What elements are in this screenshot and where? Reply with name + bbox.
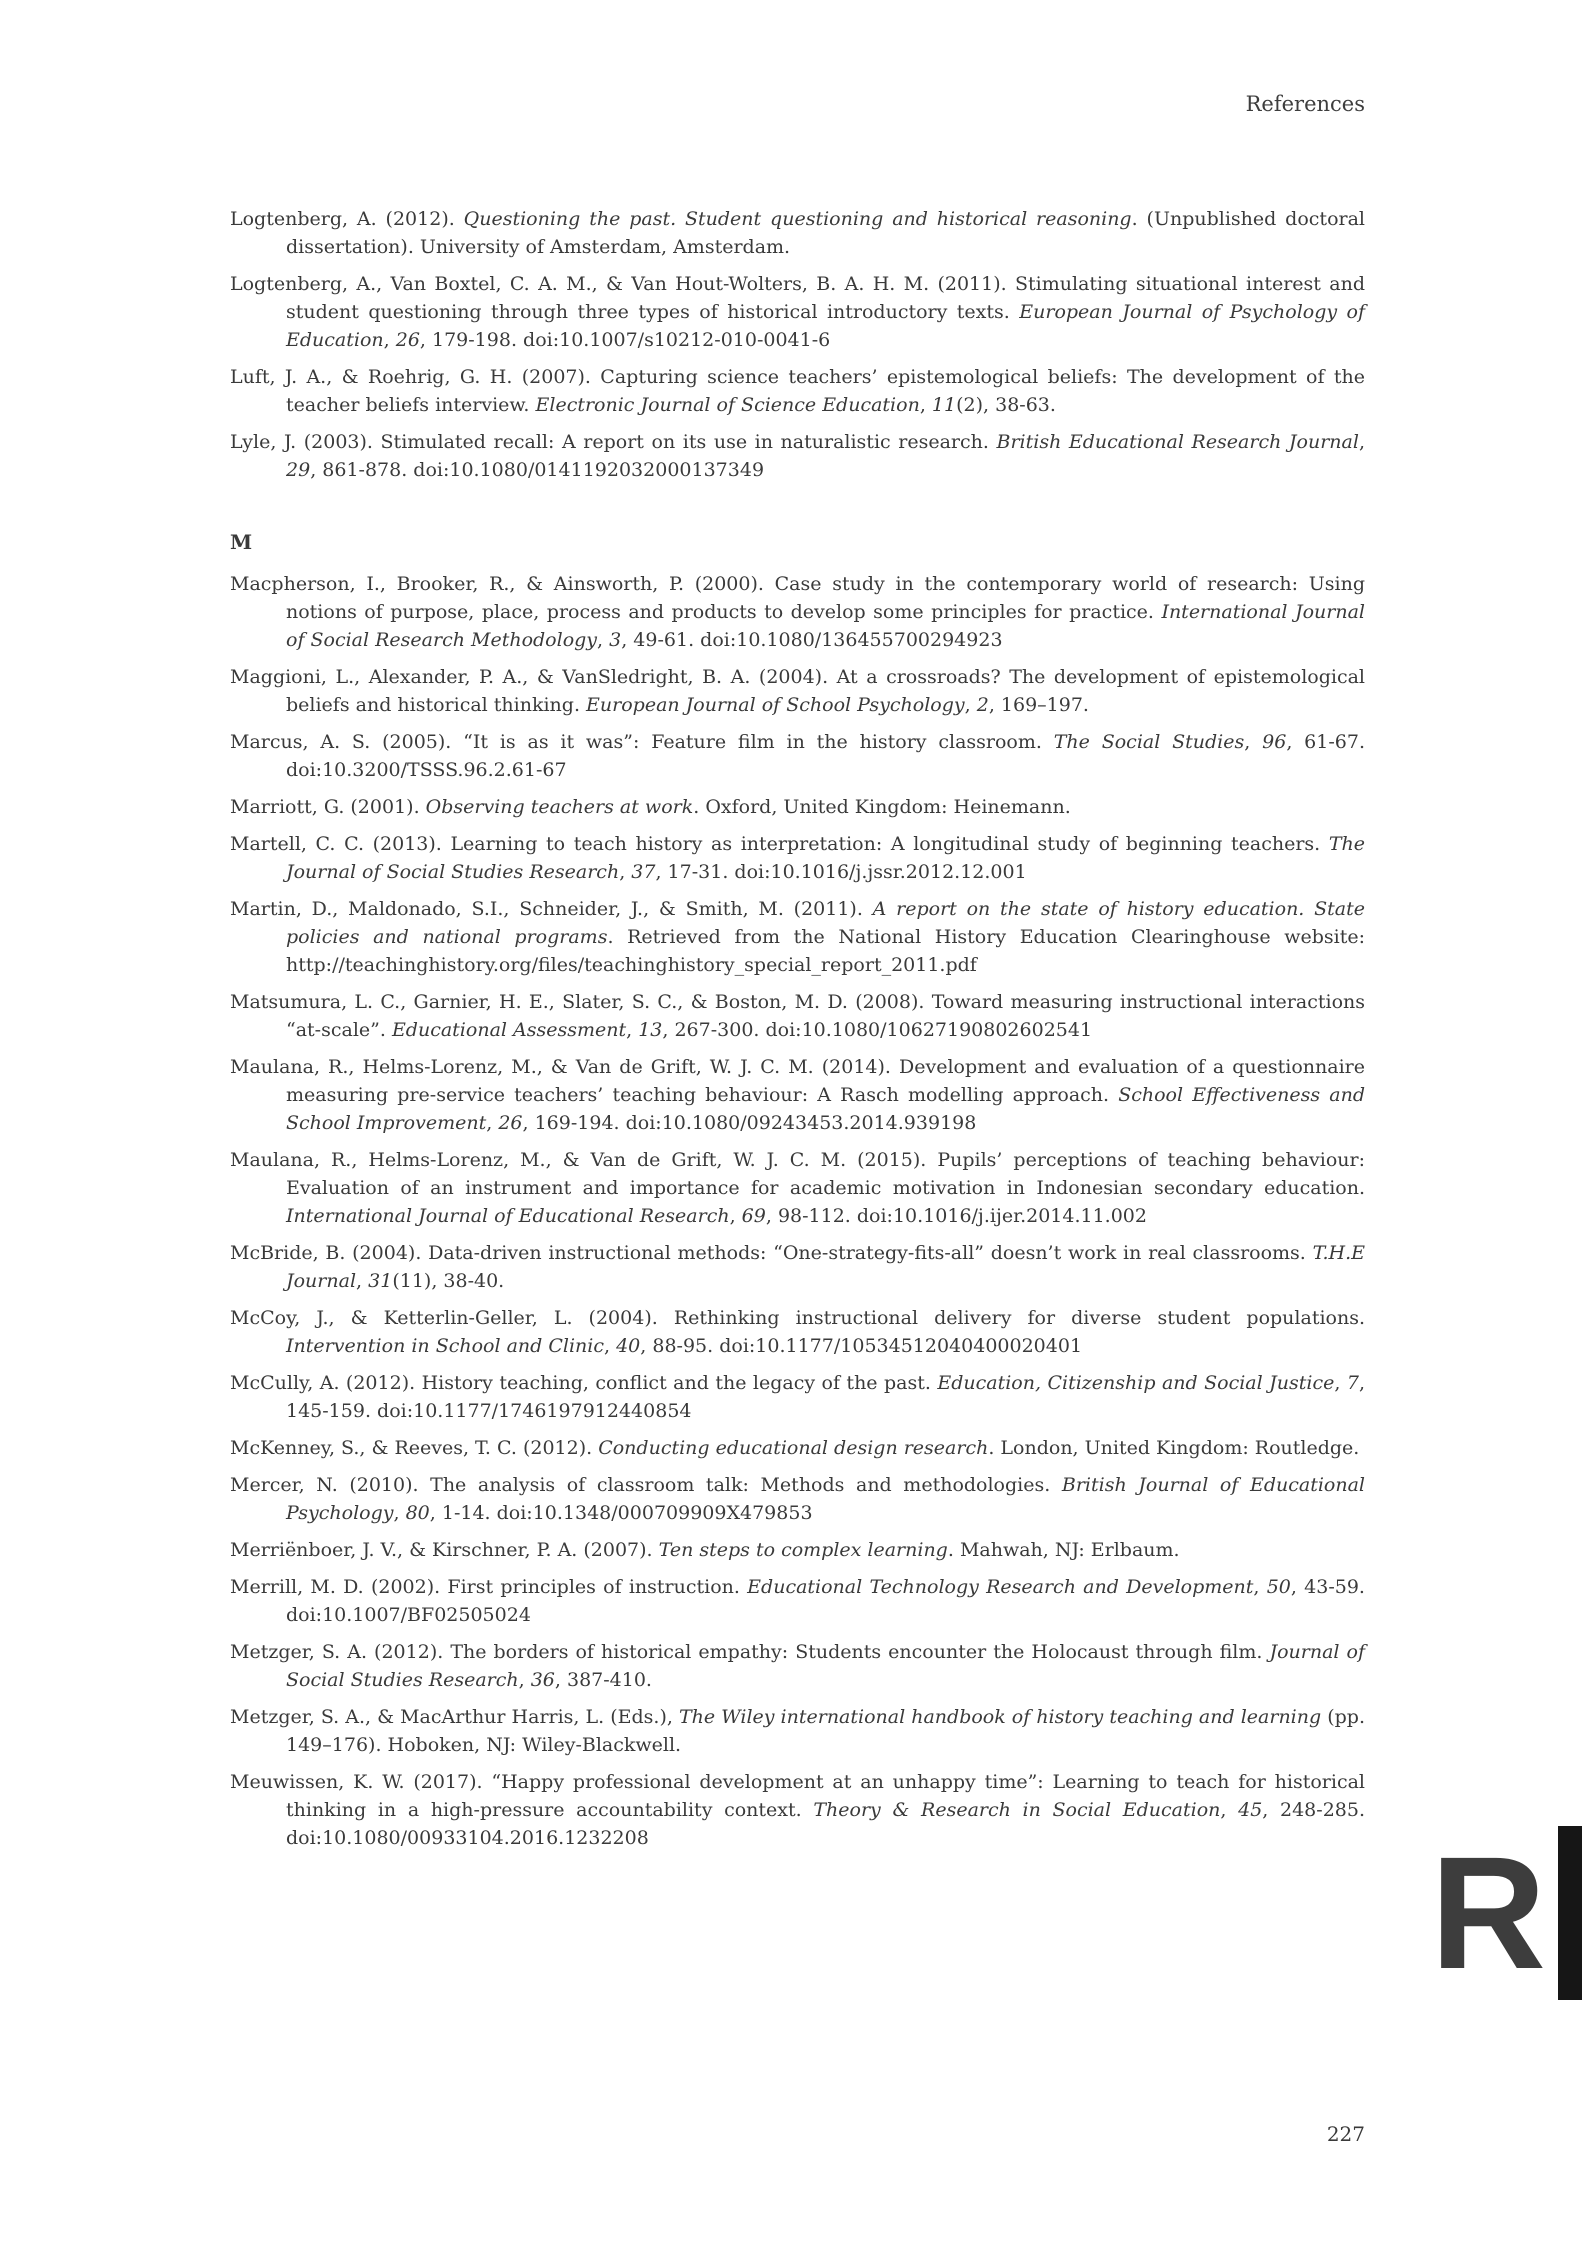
reference-text-run: McBride, B. (2004). Data-driven instructional methods: “One-strategy-fits-all” doesn’t work in real classrooms. [230,1242,1313,1264]
reference-italic-run: 69 [741,1205,766,1227]
reference-italic-run: A report on the state of history education. State policies and national programs [286,898,1365,948]
reference-entry [230,830,1365,886]
reference-text-run: Macpherson, I., Brooker, R., & Ainsworth, P. (2000). Case study in the contemporary world of research: Using notions of purpose, place, process and products to develop some principles for practice. [230,573,1365,623]
reference-text-run: (11), 38-40. [392,1270,505,1292]
reference-entry [230,1703,1365,1759]
reference-text-run: , 43-59. doi:10.1007/BF02505024 [286,1576,1365,1626]
reference-text-run: Martell, C. C. (2013). Learning to teach history as interpretation: A longitudinal study of beginning teachers. [230,833,1329,855]
reference-entry [230,1536,1365,1564]
chapter-tab-bar [1558,1826,1582,2000]
reference-italic-run: 2 [976,694,989,716]
reference-italic-run: British Educational Research Journal [996,431,1359,453]
reference-text-run: , [486,1112,499,1134]
reference-entry [230,1434,1365,1462]
page-header: References [1245,92,1365,116]
reference-text-run: Luft, J. A., & Roehrig, G. H. (2007). Capturing science teachers’ epistemological beliefs: The development of the teacher beliefs interview. [230,366,1365,416]
reference-text-run: , [604,1335,617,1357]
reference-text-run: , 267-300. doi:10.1080/10627190802602541 [662,1019,1093,1041]
reference-italic-run: T.H.E Journal [286,1242,1365,1292]
reference-entry [230,1053,1365,1137]
reference-entry [230,270,1365,354]
reference-text-run: Maulana, R., Helms-Lorenz, M., & Van de Grift, W. J. C. M. (2015). Pupils’ perceptions of teaching behaviour: Evaluation of an instrument and importance for academic motivation in Indonesian secondary education. [230,1149,1365,1199]
reference-italic-run: The Journal of Social Studies Research [286,833,1365,883]
reference-italic-run: European Journal of School Psychology [586,694,965,716]
reference-text-run: . (Unpublished doctoral dissertation). University of Amsterdam, Amsterdam. [286,208,1365,258]
reference-italic-run: Intervention in School and Clinic [286,1335,604,1357]
reference-entry [230,1471,1365,1527]
reference-text-run: Marriott, G. (2001). [230,796,426,818]
reference-text-run: (pp. 149–176). Hoboken, NJ: Wiley-Blackwell. [286,1706,1365,1756]
reference-text-run: , 248-285. doi:10.1080/00933104.2016.1232208 [286,1799,1365,1849]
reference-text-run: Maulana, R., Helms-Lorenz, M., & Van de Grift, W. J. C. M. (2014). Development and evaluation of a questionnaire measuring pre-service teachers’ teaching behaviour: A Rasch modelling approach. [230,1056,1365,1106]
reference-text-run: , 1-14. doi:10.1348/000709909X479853 [429,1502,813,1524]
reference-italic-run: International Journal of Social Research Methodology [286,601,1365,651]
reference-text-run: , 98-112. doi:10.1016/j.ijer.2014.11.002 [765,1205,1147,1227]
reference-text-run: Merrill, M. D. (2002). First principles of instruction. [230,1576,748,1598]
reference-text-run: McCully, A. (2012). History teaching, conflict and the legacy of the past. [230,1372,938,1394]
reference-text-run: Martin, D., Maldonado, S.I., Schneider, J., & Smith, M. (2011). [230,898,873,920]
reference-italic-run: 7 [1346,1372,1359,1394]
reference-entry [230,1239,1365,1295]
reference-entry [230,1573,1365,1629]
reference-entry [230,1638,1365,1694]
reference-italic-run: Theory & Research in Social Education [813,1799,1221,1821]
reference-text-run: Logtenberg, A. (2012). [230,208,464,230]
reference-italic-run: 36 [530,1669,555,1691]
page-number: 227 [1326,2122,1365,2146]
reference-text-run: , 61-67. doi:10.3200/TSSS.96.2.61-67 [286,731,1365,781]
reference-text-run: , 17-31. doi:10.1016/j.jssr.2012.12.001 [655,861,1027,883]
reference-italic-run: European Journal of Psychology of Education [286,301,1366,351]
reference-italic-run: Journal of Social Studies Research [286,1641,1366,1691]
reference-italic-run: 50 [1266,1576,1291,1598]
reference-text-run: , [964,694,977,716]
reference-text-run: , [1220,1799,1239,1821]
reference-text-run: , [393,1502,406,1524]
reference-text-run: , 49-61. doi:10.1080/136455700294923 [621,629,1003,651]
reference-entry [230,1369,1365,1425]
reference-italic-run: Educational Assessment [391,1019,627,1041]
reference-entry [230,570,1365,654]
reference-text-run: , [729,1205,742,1227]
reference-text-run: , [1253,1576,1267,1598]
reference-italic-run: 31 [368,1270,393,1292]
reference-italic-run: 11 [931,394,957,416]
reference-italic-run: School Effectiveness and School Improvement [286,1084,1365,1134]
reference-text-run: Logtenberg, A., Van Boxtel, C. A. M., & Van Hout-Wolters, B. A. H. M. (2011). Stimulating situational interest and student questioning through three types of historical introductory texts. [230,273,1365,323]
reference-italic-run: International Journal of Educational Research [286,1205,730,1227]
reference-entry [230,205,1365,261]
reference-italic-run: Electronic Journal of Science Education [535,394,920,416]
reference-italic-run: 29 [286,459,311,481]
reference-italic-run: 26 [395,329,420,351]
reference-text-run: McCoy, J., & Ketterlin-Geller, L. (2004). Rethinking instructional delivery for diverse student populations. [230,1307,1365,1329]
reference-text-run: Metzger, S. A. (2012). The borders of historical empathy: Students encounter the Holocaust through film. [230,1641,1270,1663]
reference-text-run: , 88-95. doi:10.1177/10534512040400020401 [640,1335,1083,1357]
reference-italic-run: Questioning the past. Student questioning and historical reasoning [463,208,1132,230]
reference-text-run: . Retrieved from the National History Education Clearinghouse website: http://teachinghistory.org/files/teachinghistory_special_report_2011.pdf [286,926,1365,976]
reference-text-run: , 179-198. doi:10.1007/s10212-010-0041-6 [419,329,831,351]
reference-entry [230,428,1365,484]
reference-text-run: Merriënboer, J. V., & Kirschner, P. A. (2007). [230,1539,659,1561]
reference-italic-run: 26 [498,1112,523,1134]
reference-text-run: , [1244,731,1263,753]
chapter-tab-letter: R [1430,1823,1546,2002]
reference-text-run: (2), 38-63. [956,394,1056,416]
reference-text-run: , [597,629,610,651]
reference-italic-run: 13 [638,1019,663,1041]
reference-entry [230,1768,1365,1852]
reference-text-run: Meuwissen, K. W. (2017). “Happy professional development at an unhappy time”: Learning to teach for historical thinking in a high-pressure accountability context. [230,1771,1365,1821]
reference-italic-run: Conducting educational design research [598,1437,989,1459]
reference-italic-run: 37 [631,861,656,883]
references-list [230,205,1365,1861]
reference-italic-run: 96 [1262,731,1287,753]
reference-italic-run: 80 [405,1502,430,1524]
reference-italic-run: 45 [1238,1799,1263,1821]
reference-italic-run: 40 [616,1335,641,1357]
reference-text-run: , [383,329,396,351]
reference-text-run: , 169–197. [988,694,1089,716]
reference-text-run: , [919,394,932,416]
reference-italic-run: The Social Studies [1053,731,1245,753]
reference-text-run: , 861-878. doi:10.1080/0141192032000137349 [310,459,765,481]
reference-text-run: . Oxford, United Kingdom: Heinemann. [693,796,1071,818]
reference-italic-run: Educational Technology Research and Development [747,1576,1254,1598]
reference-text-run: , [626,1019,639,1041]
reference-entry [230,1146,1365,1230]
reference-entry [230,988,1365,1044]
reference-text-run: , [356,1270,369,1292]
reference-entry [230,895,1365,979]
reference-text-run: , [1334,1372,1347,1394]
reference-text-run: Lyle, J. (2003). Stimulated recall: A report on its use in naturalistic research. [230,431,997,453]
reference-italic-run: 3 [609,629,622,651]
reference-text-run: Marcus, A. S. (2005). “It is as it was”: Feature film in the history classroom. [230,731,1054,753]
reference-italic-run: British Journal of Educational Psychology [286,1474,1365,1524]
reference-italic-run: The Wiley international handbook of history teaching and learning [678,1706,1322,1728]
reference-text-run: Matsumura, L. C., Garnier, H. E., Slater, S. C., & Boston, M. D. (2008). Toward measuring instructional interactions “at-scale”. [230,991,1365,1041]
reference-text-run: , [619,861,632,883]
reference-text-run: , 169-194. doi:10.1080/09243453.2014.939198 [522,1112,977,1134]
reference-text-run: Mercer, N. (2010). The analysis of classroom talk: Methods and methodologies. [230,1474,1062,1496]
reference-entry [230,363,1365,419]
reference-text-run: . Mahwah, NJ: Erlbaum. [947,1539,1180,1561]
reference-text-run: , [518,1669,531,1691]
reference-text-run: Maggioni, L., Alexander, P. A., & VanSledright, B. A. (2004). At a crossroads? The development of epistemological beliefs and historical thinking. [230,666,1365,716]
reference-text-run: . London, United Kingdom: Routledge. [988,1437,1360,1459]
reference-entry [230,663,1365,719]
reference-italic-run: Ten steps to complex learning [658,1539,948,1561]
reference-entry [230,1304,1365,1360]
reference-text-run: , 145-159. doi:10.1177/1746197912440854 [286,1372,1365,1422]
reference-text-run: , 387-410. [554,1669,652,1691]
reference-entry [230,793,1365,821]
reference-text-run: Metzger, S. A., & MacArthur Harris, L. (Eds.), [230,1706,679,1728]
reference-entry [230,728,1365,784]
reference-italic-run: Education, Citizenship and Social Justice [937,1372,1335,1394]
section-letter: M [230,530,253,554]
reference-text-run: , [1358,431,1365,453]
reference-text-run: McKenney, S., & Reeves, T. C. (2012). [230,1437,599,1459]
reference-italic-run: Observing teachers at work [425,796,694,818]
